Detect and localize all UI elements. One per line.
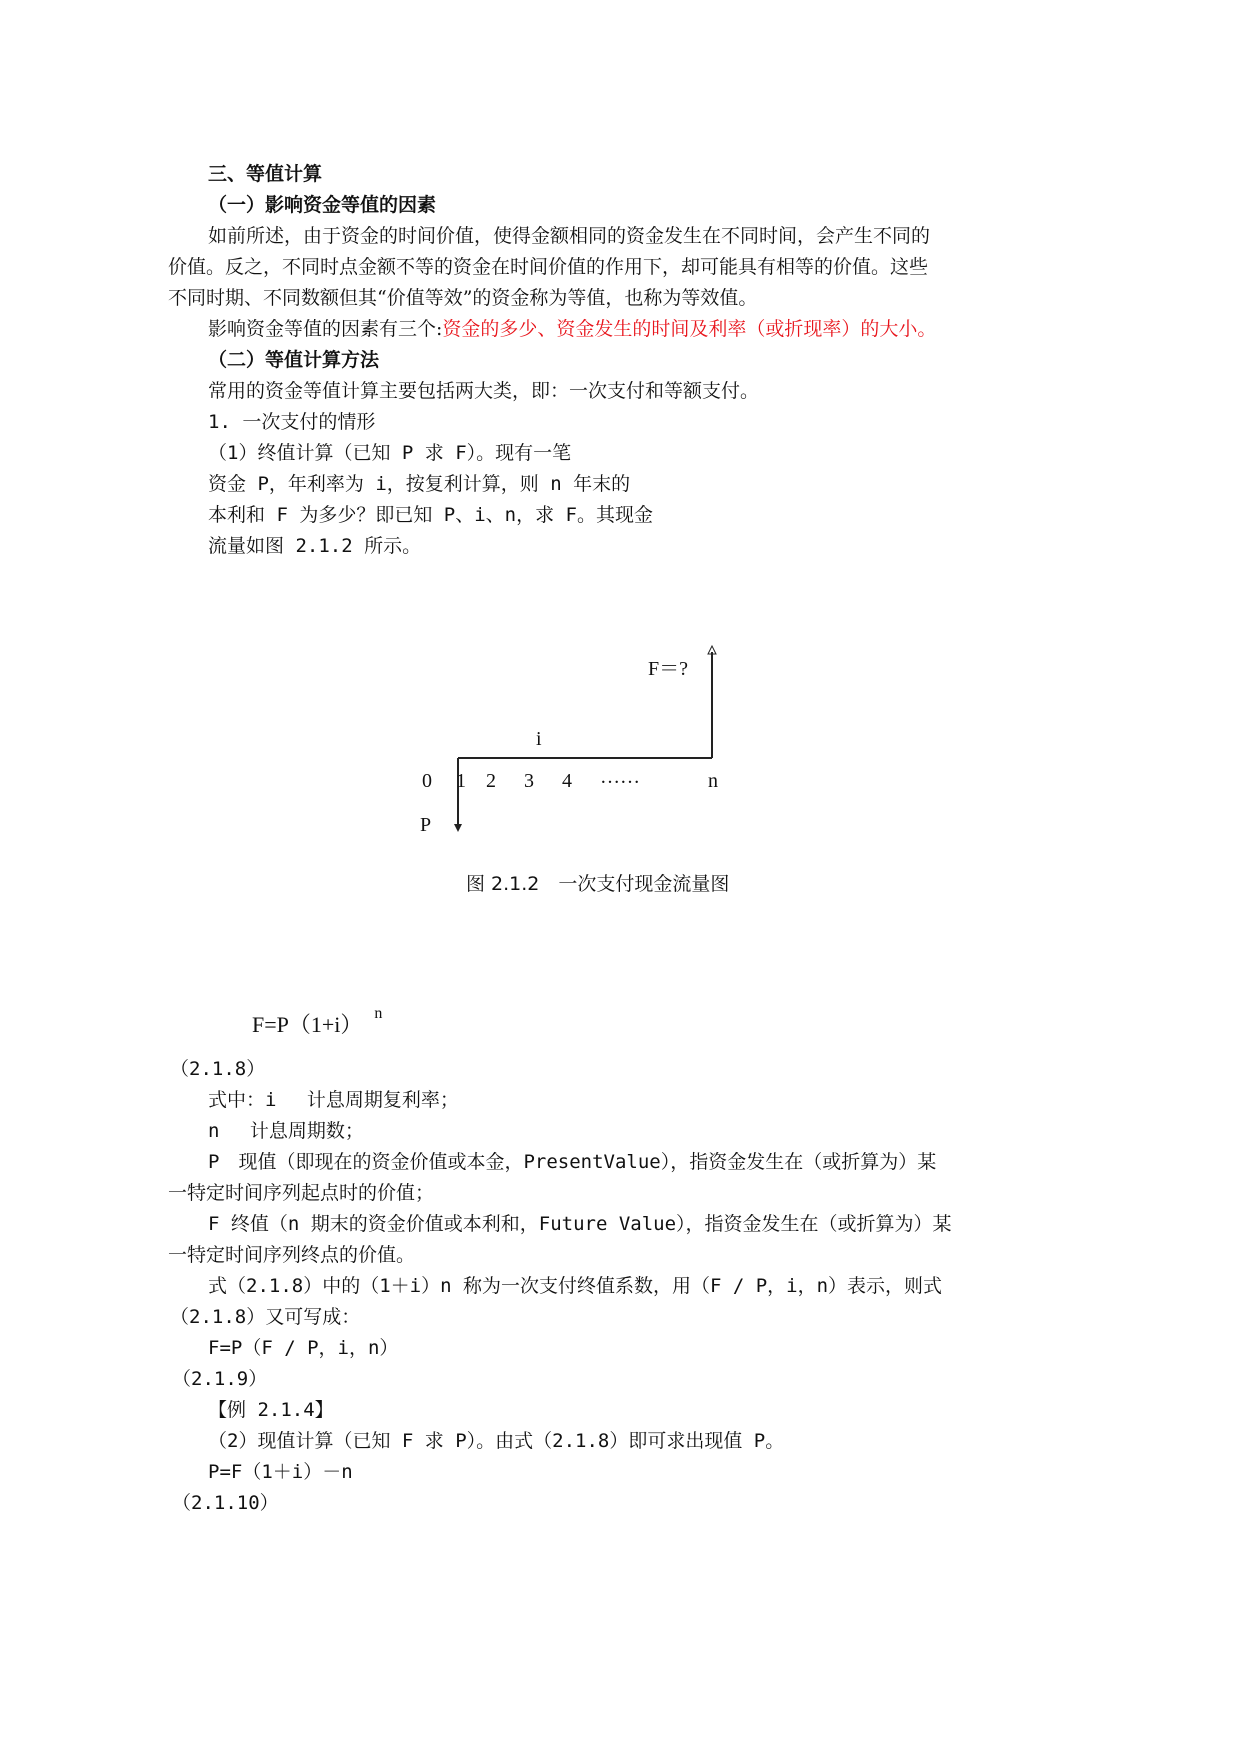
definition-line: F 终值（n 期末的资金价值或本利和，Future Value），指资金发生在（或折算为）某 [208,1213,952,1235]
tick-label: 0 [422,770,432,792]
paragraph-line: 流量如图 2.1.2 所示。 [208,535,422,557]
definition-line: （2.1.8）又可写成： [170,1306,361,1328]
definition-line: 一特定时间序列起点时的价值； [168,1182,435,1204]
cash-flow-diagram [420,630,830,870]
tick-label: 3 [524,770,534,792]
cash-flow-lines [430,630,830,850]
tick-label: …… [600,766,640,788]
factors-line [208,317,936,341]
figure-caption: 图 2.1.2 一次支付现金流量图 [466,873,730,895]
paragraph-line: 常用的资金等值计算主要包括两大类，即：一次支付和等额支付。 [208,380,760,402]
paragraph-line: 价值。反之，不同时点金额不等的资金在时间价值的作用下，却可能具有相等的价值。这些 [168,256,929,278]
equation-number: （2.1.9） [172,1368,268,1390]
definition-line: 式中：i 计息周期复利率； [208,1089,459,1111]
equation-number: （2.1.10） [172,1492,279,1514]
paragraph-line: 不同时期、不同数额但其“价值等效”的资金称为等值，也称为等效值。 [168,287,758,309]
tick-label: 2 [486,770,496,792]
subheading-methods: （二）等值计算方法 [208,349,380,371]
present-value-label: P [420,814,432,836]
present-arrowhead [454,824,462,832]
definition-line: 式（2.1.8）中的（1＋i）n 称为一次支付终值系数，用（F / P，i，n）表示，则式 [208,1275,943,1297]
paragraph-line: 本利和 F 为多少？即已知 P、i、n，求 F。其现金 [208,504,653,526]
tick-label: 4 [562,770,572,792]
definition-line: P 现值（即现在的资金价值或本金，PresentValue），指资金发生在（或折算为）某 [208,1151,937,1173]
definition-line: 一特定时间序列终点的价值。 [168,1244,416,1266]
tick-label: 1 [456,770,466,792]
section-heading: 三、等值计算 [208,163,323,185]
factors-prefix: 影响资金等值的因素有三个: [208,318,443,340]
paragraph-line: （1）终值计算（已知 P 求 F）。现有一笔 [208,442,572,464]
paragraph-line: 如前所述，由于资金的时间价值，使得金额相同的资金发生在不同时间，会产生不同的 [208,225,931,247]
formula-exponent: n [374,1004,383,1022]
future-value-label: F＝? [648,658,688,680]
subheading-factors: （一）影响资金等值的因素 [208,194,437,216]
tick-label: n [708,770,718,792]
factors-highlight: 资金的多少、资金发生的时间及利率（或折现率）的大小。 [442,318,937,340]
formula-factor-form: F=P（F / P，i，n） [208,1337,399,1359]
list-item-title: 1. 一次支付的情形 [208,411,376,433]
formula-base: F=P（1+i） [252,1012,363,1037]
equation-number: （2.1.8） [170,1058,266,1080]
paragraph-line: 资金 P，年利率为 i，按复利计算，则 n 年末的 [208,473,631,495]
example-label: 【例 2.1.4】 [208,1399,334,1421]
list-item-title: （2）现值计算（已知 F 求 P）。由式（2.1.8）即可求出现值 P。 [208,1430,785,1452]
formula-future-value [252,1004,383,1039]
rate-label: i [536,728,542,750]
formula-present-value: P=F（1＋i）－n [208,1461,353,1483]
definition-line: n 计息周期数； [208,1120,364,1142]
